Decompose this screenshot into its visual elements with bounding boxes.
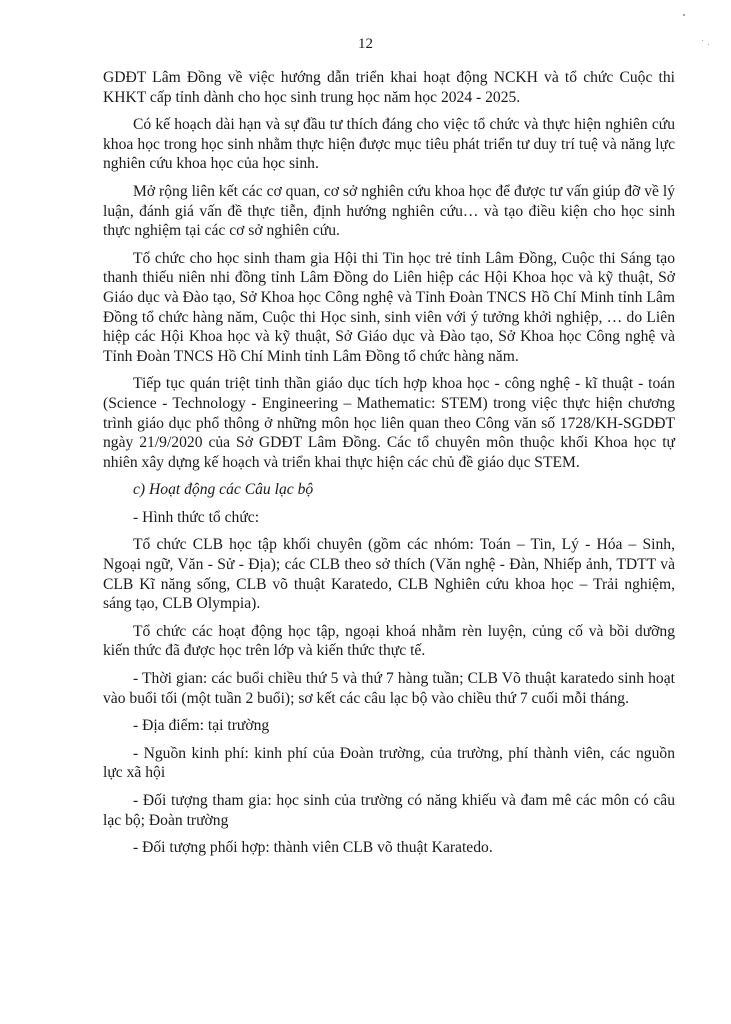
- paragraph: GDĐT Lâm Đồng về việc hướng dẫn triển khai hoạt động NCKH và tổ chức Cuộc thi KHKT cấp tỉnh dành cho học sinh trung học năm học 2024 - 2025.: [103, 69, 675, 106]
- list-item: - Nguồn kinh phí: kinh phí của Đoàn trường, của trường, phí thành viên, các nguồn lực xã hội: [103, 744, 675, 782]
- page-number: 12: [358, 36, 373, 52]
- paragraph: Tổ chức các hoạt động học tập, ngoại khoá nhằm rèn luyện, củng cố và bồi dưỡng kiến thức đã được học trên lớp và kiến thức thực tế.: [103, 622, 675, 660]
- list-item: - Đối tượng phối hợp: thành viên CLB võ thuật Karatedo.: [133, 839, 493, 857]
- list-item: - Đối tượng tham gia: học sinh của trường có năng khiếu và đam mê các môn có câu lạc bộ; Đoàn trường: [103, 792, 675, 829]
- paragraph: Có kế hoạch dài hạn và sự đầu tư thích đáng cho việc tổ chức và thực hiện nghiên cứu khoa học trong học sinh nhằm thực hiện được mục tiêu phát triển tư duy trí tuệ và năng lực nghiên cứu khoa học của học sinh.: [103, 116, 675, 173]
- paragraph: Mở rộng liên kết các cơ quan, cơ sở nghiên cứu khoa học để được tư vấn giúp đỡ về lý luận, đánh giá vấn đề thực tiễn, định hướng nghiên cứu… và tạo điều kiện cho học sinh thực nghiệm tại các cơ sở nghiên cứu.: [103, 182, 675, 240]
- list-item: - Thời gian: các buổi chiều thứ 5 và thứ 7 hàng tuần; CLB Võ thuật karatedo sinh hoạt vào buổi tối (một tuần 2 buổi); sơ kết các câu lạc bộ vào chiều thứ 7 cuối mỗi tháng.: [103, 670, 675, 707]
- document-body: [103, 68, 675, 866]
- paragraph: Tổ chức CLB học tập khối chuyên (gồm các nhóm: Toán – Tin, Lý - Hóa – Sinh, Ngoại ngữ, Văn - Sử - Địa); các CLB theo sở thích (Văn nghệ - Đàn, Nhiếp ảnh, TDTT và CLB Kĩ năng sống, CLB võ thuật Karatedo, CLB Nghiên cứu khoa học – Trải nghiệm, sáng tạo, CLB Olympia).: [103, 536, 675, 613]
- list-item: - Hình thức tổ chức:: [133, 508, 260, 526]
- paragraph: Tổ chức cho học sinh tham gia Hội thi Tin học trẻ tỉnh Lâm Đồng, Cuộc thi Sáng tạo thanh thiếu niên nhi đồng tỉnh Lâm Đồng do Liên hiệp các Hội Khoa học và kỹ thuật, Sở Giáo dục và Đào tạo, Sở Khoa học Công nghệ và Tỉnh Đoàn TNCS Hồ Chí Minh tỉnh Lâm Đồng tổ chức hàng năm, Cuộc thi Học sinh, sinh viên với ý tưởng khởi nghiệp, … do Liên hiệp các Hội Khoa học và kỹ thuật, Sở Giáo dục và Đào tạo, Sở Khoa học Công nghệ và Tỉnh Đoàn TNCS Hồ Chí Minh tỉnh Lâm Đồng tổ chức hàng năm.: [103, 249, 675, 365]
- list-item: - Địa điểm: tại trường: [133, 717, 270, 735]
- paragraph: Tiếp tục quán triệt tinh thần giáo dục tích hợp khoa học - công nghệ - kĩ thuật - toán (Science - Technology - Engineering – Mathematic: STEM) trong việc thực hiện chương trình giáo dục phổ thông ở những môn học liên quan theo Công văn số 1728/KH-SGDĐT ngày 21/9/2020 của Sở GDĐT Lâm Đồng. Các tổ chuyên môn thuộc khối Khoa học tự nhiên xây dựng kế hoạch và triển khai thực hiện các chủ đề giáo dục STEM.: [103, 375, 675, 471]
- section-heading: c) Hoạt động các Câu lạc bộ: [133, 481, 314, 499]
